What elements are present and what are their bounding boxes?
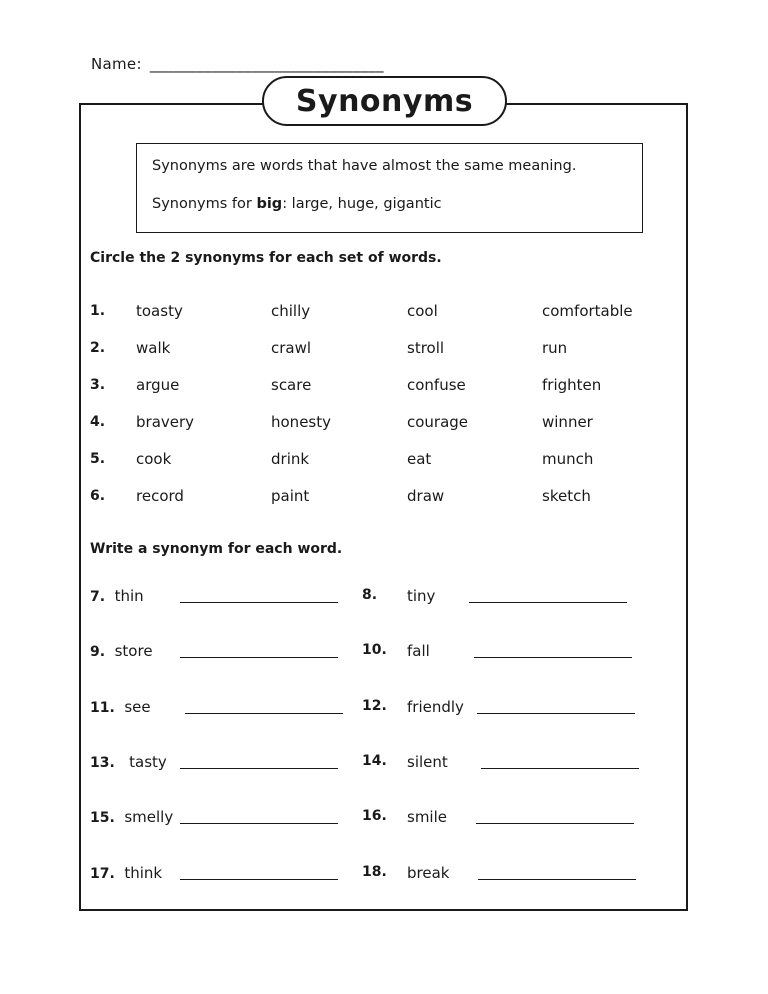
- example-line: [152, 196, 442, 212]
- item-number: 13.: [90, 755, 115, 771]
- item-word: smelly: [124, 808, 174, 826]
- word-option[interactable]: comfortable: [542, 302, 633, 320]
- word-option[interactable]: courage: [407, 413, 469, 431]
- name-blank[interactable]: ______________________________: [149, 55, 384, 73]
- item-word: tiny: [407, 587, 436, 605]
- item-word: break: [407, 864, 450, 882]
- name-line: [91, 55, 384, 73]
- word-option[interactable]: toasty: [136, 302, 183, 320]
- page-title: Synonyms: [262, 76, 507, 126]
- item-word: friendly: [407, 698, 464, 716]
- item-number: 11.: [90, 700, 115, 716]
- item-number: 17.: [90, 866, 115, 882]
- item-number: 15.: [90, 810, 115, 826]
- word-option[interactable]: scare: [271, 376, 312, 394]
- item-number: 18.: [362, 864, 387, 880]
- item-number: 12.: [362, 698, 387, 714]
- answer-blank[interactable]: [180, 657, 338, 658]
- word-set-row: [0, 302, 768, 322]
- answer-blank[interactable]: [481, 768, 639, 769]
- definition-box: [136, 143, 643, 233]
- word-option[interactable]: cook: [136, 450, 172, 468]
- item-word: thin: [114, 587, 144, 605]
- word-option[interactable]: chilly: [271, 302, 311, 320]
- example-word: big: [256, 196, 283, 212]
- write-row: [0, 753, 768, 773]
- write-row: [0, 864, 768, 884]
- example-synonyms: : large, huge, gigantic: [282, 196, 442, 212]
- answer-blank[interactable]: [469, 602, 627, 603]
- item-number: 14.: [362, 753, 387, 769]
- word-option[interactable]: record: [136, 487, 184, 505]
- item-word: silent: [407, 753, 448, 771]
- word-option[interactable]: drink: [271, 450, 310, 468]
- word-option[interactable]: stroll: [407, 339, 445, 357]
- instruction-write: Write a synonym for each word.: [90, 541, 343, 557]
- item-word: see: [124, 698, 151, 716]
- word-option[interactable]: confuse: [407, 376, 466, 394]
- word-option[interactable]: munch: [542, 450, 594, 468]
- word-option[interactable]: draw: [407, 487, 445, 505]
- answer-blank[interactable]: [185, 713, 343, 714]
- row-number: 3.: [90, 377, 106, 393]
- answer-blank[interactable]: [474, 657, 632, 658]
- word-option[interactable]: paint: [271, 487, 310, 505]
- word-option[interactable]: frighten: [542, 376, 602, 394]
- row-number: 1.: [90, 303, 106, 319]
- answer-blank[interactable]: [180, 823, 338, 824]
- word-option[interactable]: walk: [136, 339, 171, 357]
- write-item: [90, 587, 144, 605]
- item-number: 16.: [362, 808, 387, 824]
- word-option[interactable]: sketch: [542, 487, 591, 505]
- word-option[interactable]: cool: [407, 302, 438, 320]
- word-option[interactable]: argue: [136, 376, 180, 394]
- row-number: 6.: [90, 488, 106, 504]
- write-item: [90, 698, 151, 716]
- write-item: [90, 642, 153, 660]
- write-item: [90, 753, 167, 771]
- item-word: store: [114, 642, 153, 660]
- example-prefix: Synonyms for: [152, 196, 257, 212]
- answer-blank[interactable]: [180, 879, 338, 880]
- item-word: fall: [407, 642, 430, 660]
- item-number: 10.: [362, 642, 387, 658]
- item-number: 9.: [90, 644, 106, 660]
- answer-blank[interactable]: [476, 823, 634, 824]
- write-item: [90, 808, 173, 826]
- write-row: [0, 587, 768, 607]
- item-word: think: [124, 864, 163, 882]
- answer-blank[interactable]: [180, 602, 338, 603]
- answer-blank[interactable]: [477, 713, 635, 714]
- word-set-row: [0, 487, 768, 507]
- item-word: tasty: [129, 753, 167, 771]
- word-option[interactable]: bravery: [136, 413, 195, 431]
- answer-blank[interactable]: [180, 768, 338, 769]
- word-option[interactable]: run: [542, 339, 568, 357]
- write-item: [90, 864, 162, 882]
- item-number: 8.: [362, 587, 378, 603]
- word-set-row: [0, 413, 768, 433]
- write-row: [0, 642, 768, 662]
- word-option[interactable]: honesty: [271, 413, 331, 431]
- item-word: smile: [407, 808, 447, 826]
- word-set-row: [0, 450, 768, 470]
- item-number: 7.: [90, 589, 106, 605]
- name-label: Name:: [91, 55, 142, 73]
- write-row: [0, 698, 768, 718]
- row-number: 4.: [90, 414, 106, 430]
- row-number: 5.: [90, 451, 106, 467]
- word-option[interactable]: eat: [407, 450, 432, 468]
- definition-line: Synonyms are words that have almost the same meaning.: [152, 158, 577, 174]
- instruction-circle: Circle the 2 synonyms for each set of words.: [90, 250, 442, 266]
- answer-blank[interactable]: [478, 879, 636, 880]
- word-option[interactable]: crawl: [271, 339, 312, 357]
- word-option[interactable]: winner: [542, 413, 593, 431]
- word-set-row: [0, 339, 768, 359]
- row-number: 2.: [90, 340, 106, 356]
- word-set-row: [0, 376, 768, 396]
- write-row: [0, 808, 768, 828]
